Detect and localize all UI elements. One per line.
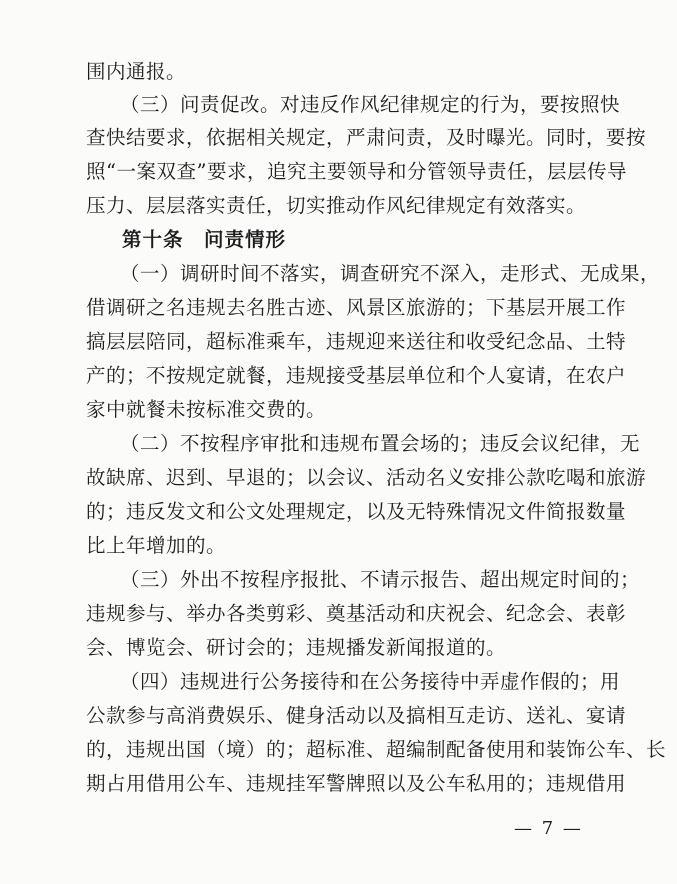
paragraph-line: 违规参与、举办各类剪彩、奠基活动和庆祝会、纪念会、表彰 xyxy=(86,602,627,625)
paragraph-line: 故缺席、迟到、早退的；以会议、活动名义安排公款吃喝和旅游 xyxy=(86,466,647,489)
paragraph-line: 产的；不按规定就餐，违规接受基层单位和个人宴请，在农户 xyxy=(86,364,627,387)
paragraph-line: 公款参与高消费娱乐、健身活动以及搞相互走访、送礼、宴请 xyxy=(86,704,627,727)
paragraph-line: 围内通报。 xyxy=(86,60,187,83)
section-heading: 第十条 问责情形 xyxy=(122,228,287,251)
paragraph-line: 压力、层层落实责任，切实推动作风纪律规定有效落实。 xyxy=(86,194,587,217)
paragraph-line: （一）调研时间不落实，调查研究不深入，走形式、无成果， xyxy=(120,262,661,285)
paragraph-line: 比上年增加的。 xyxy=(86,534,227,557)
paragraph-line: （二）不按程序审批和违规布置会场的；违反会议纪律，无 xyxy=(120,432,641,455)
paragraph-line: （三）问责促改。对违反作风纪律规定的行为，要按照快 xyxy=(120,93,621,116)
paragraph-line: 期占用借用公车、违规挂军警牌照以及公车私用的；违规借用 xyxy=(86,772,627,795)
paragraph-line: （四）违规进行公务接待和在公务接待中弄虚作假的；用 xyxy=(120,670,621,693)
paragraph-line: 会、博览会、研讨会的；违规播发新闻报道的。 xyxy=(86,636,507,659)
paragraph-line: 的，违规出国（境）的；超标准、超编制配备使用和装饰公车、长 xyxy=(86,738,667,761)
paragraph-line: 借调研之名违规去名胜古迹、风景区旅游的；下基层开展工作 xyxy=(86,296,627,319)
paragraph-line: 查快结要求，依据相关规定，严肃问责，及时曝光。同时，要按 xyxy=(86,126,647,149)
paragraph-line: 照“一案双查”要求，追究主要领导和分管领导责任，层层传导 xyxy=(86,160,627,183)
paragraph-line: 的；违反发文和公文处理规定，以及无特殊情况文件简报数量 xyxy=(86,500,627,523)
paragraph-line: 家中就餐未按标准交费的。 xyxy=(86,398,327,421)
page-number: — 7 — xyxy=(514,818,583,839)
paragraph-line: 搞层层陪同，超标准乘车，违规迎来送往和收受纪念品、土特 xyxy=(86,330,627,353)
paragraph-line: （三）外出不按程序报批、不请示报告、超出规定时间的； xyxy=(120,568,641,591)
